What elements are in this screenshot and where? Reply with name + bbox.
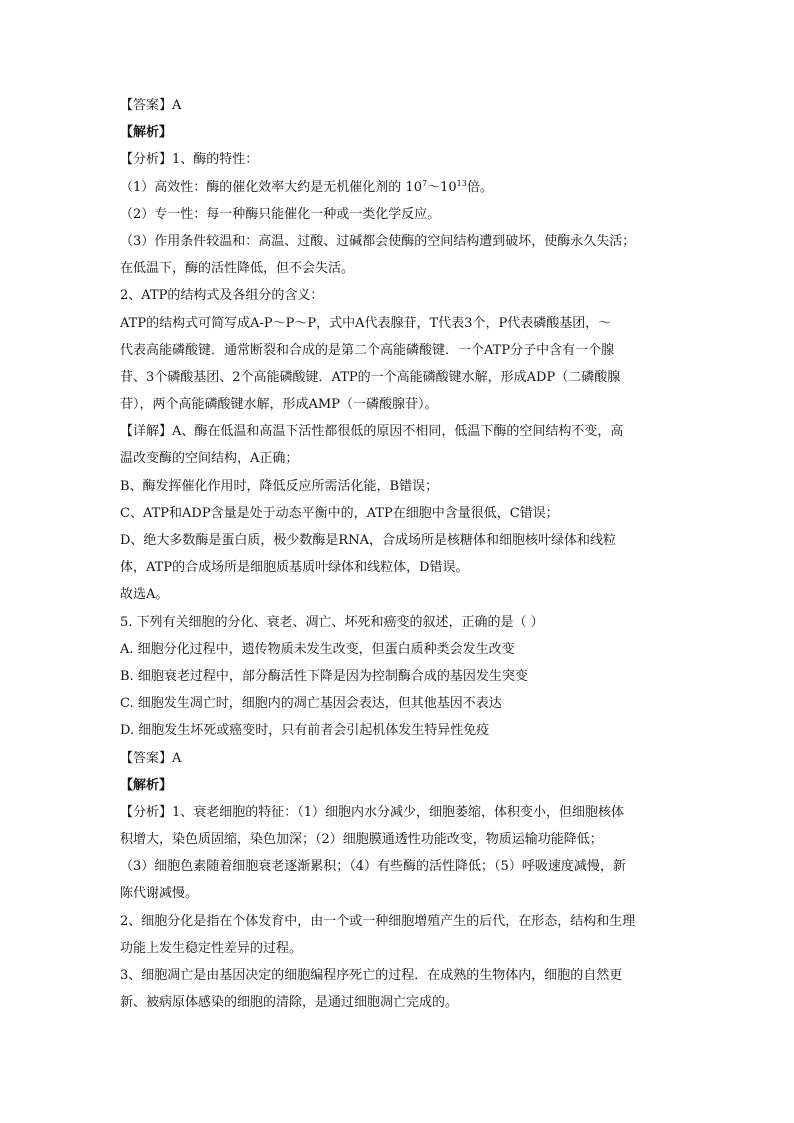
- q5-fenxi-line-6: 功能上发生稳定性差异的过程。: [120, 940, 303, 956]
- q4-efficiency-base2: 10: [440, 179, 457, 195]
- q4-efficiency-exp2: 13: [456, 178, 467, 188]
- q4-fenxi-line-2: [120, 174, 680, 201]
- q4-analysis-heading: 【解析】: [120, 125, 173, 141]
- q5-fenxi-line-1: 【分析】1、衰老细胞的特征：（1）细胞内水分减少，细胞萎缩，体积变小，但细胞核体: [120, 804, 625, 820]
- q4-fenxi-line-7: ATP的结构式可简写成A-P～P～P，式中A代表腺苷，T代表3个，P代表磷酸基团，～: [120, 315, 612, 331]
- q4-efficiency-text: （1）高效性：酶的催化效率大约是无机催化剂的: [120, 179, 402, 195]
- page-content: [120, 92, 680, 1016]
- q4-fenxi-line-9: 苷、3个磷酸基团、2个高能磷酸键．ATP的一个高能磷酸键水解，形成ADP（二磷酸腺: [120, 369, 621, 385]
- q4-fenxi-line-8: 代表高能磷酸键．通常断裂和合成的是第二个高能磷酸键．一个ATP分子中含有一个腺: [120, 342, 615, 358]
- q5-option-a: A. 细胞分化过程中，遗传物质未发生改变，但蛋白质种类会发生改变: [120, 641, 515, 657]
- q4-xiangjie-line-6: 体，ATP的合成场所是细胞质基质叶绿体和线粒体，D错误。: [120, 560, 469, 576]
- q5-stem: 5. 下列有关细胞的分化、衰老、凋亡、坏死和癌变的叙述，正确的是（ ）: [120, 614, 544, 630]
- q4-xiangjie-line-4: C、ATP和ADP含量是处于动态平衡中的，ATP在细胞中含量很低，C错误；: [120, 505, 559, 521]
- q4-answer: 【答案】A: [120, 98, 182, 113]
- q5-fenxi-line-8: 新、被病原体感染的细胞的清除，是通过细胞凋亡完成的。: [120, 995, 459, 1011]
- q5-option-c: C. 细胞发生凋亡时，细胞内的凋亡基因会表达，但其他基因不表达: [120, 696, 502, 712]
- q4-efficiency-suffix: 倍。: [466, 179, 493, 195]
- q4-xiangjie-line-5: D、绝大多数酶是蛋白质，极少数酶是RNA，合成场所是核糖体和细胞核叶绿体和线粒: [120, 533, 616, 548]
- q4-fenxi-line-10: 苷），两个高能磷酸键水解，形成AMP（一磷酸腺苷）。: [120, 397, 438, 413]
- q5-option-d: D. 细胞发生坏死或癌变时，只有前者会引起机体发生特异性免疫: [120, 723, 490, 739]
- q5-answer: 【答案】A: [120, 750, 182, 766]
- q4-xiangjie-line-2: 温改变酶的空间结构，A正确；: [120, 451, 299, 467]
- q5-fenxi-line-5: 2、细胞分化是指在个体发育中，由一个或一种细胞增殖产生的后代，在形态，结构和生理: [120, 913, 636, 929]
- q4-fenxi-line-1: 【分析】1、酶的特性：: [120, 152, 259, 168]
- q5-fenxi-line-2: 积增大，染色质固缩，染色加深；（2）细胞膜通透性功能改变，物质运输功能降低；: [120, 832, 603, 848]
- q4-fenxi-line-4: （3）作用条件较温和：高温、过酸、过碱都会使酶的空间结构遭到破坏，使酶永久失活；: [120, 233, 636, 249]
- q5-fenxi-line-4: 陈代谢减慢。: [120, 886, 199, 902]
- q5-option-b: B. 细胞衰老过程中，部分酶活性下降是因为控制酶合成的基因发生突变: [120, 668, 528, 684]
- q4-efficiency-base1: 10: [405, 179, 422, 195]
- q4-fenxi-line-3: （2）专一性：每一种酶只能催化一种或一类化学反应。: [120, 206, 441, 222]
- q5-analysis-heading: 【解析】: [120, 777, 173, 793]
- q4-fenxi-line-5: 在低温下，酶的活性降低，但不会失活。: [120, 261, 355, 277]
- q4-efficiency-sep: ～: [427, 179, 441, 195]
- q5-fenxi-line-3: （3）细胞色素随着细胞衰老逐渐累积；（4）有些酶的活性降低；（5）呼吸速度减慢，新: [120, 859, 626, 875]
- q5-fenxi-line-7: 3、细胞凋亡是由基因决定的细胞编程序死亡的过程．在成熟的生物体内，细胞的自然更: [120, 968, 623, 983]
- q4-xiangjie-line-1: 【详解】A、酶在低温和高温下活性都很低的原因不相同，低温下酶的空间结构不变，高: [120, 424, 624, 440]
- q4-fenxi-line-6: 2、ATP的结构式及各组分的含义：: [120, 288, 324, 304]
- q4-xiangjie-line-3: B、酶发挥催化作用时，降低反应所需活化能，B错误；: [120, 478, 439, 494]
- q4-conclusion: 故选A。: [120, 587, 169, 603]
- q4-efficiency-exp1: 7: [421, 178, 428, 188]
